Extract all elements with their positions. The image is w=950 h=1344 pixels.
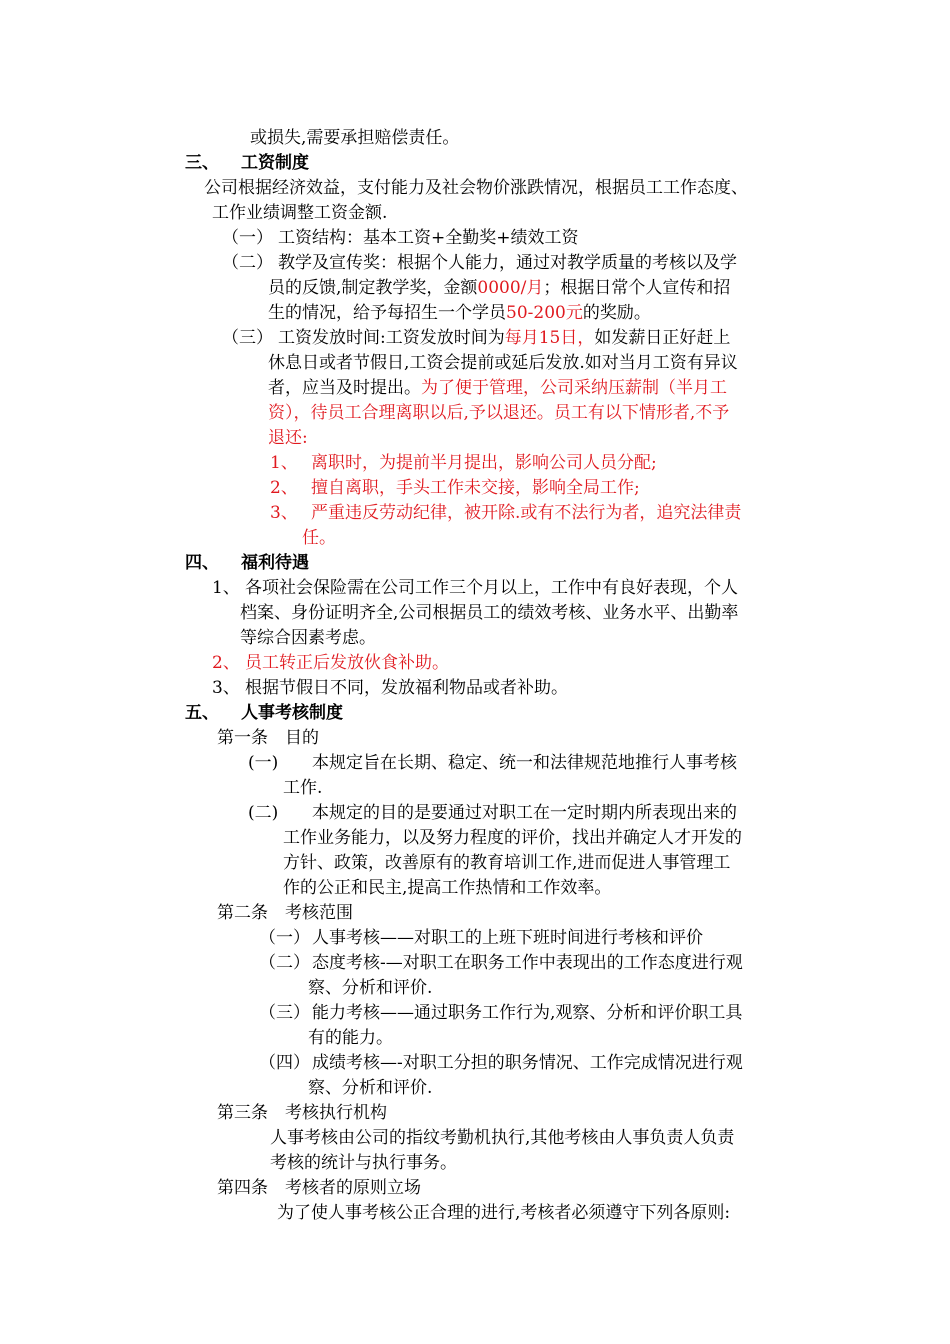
- item-number: （一）: [222, 228, 273, 248]
- paragraph-line: 资），待员工合理离职以后,予以退还。员工有以下情形者,不予: [268, 403, 730, 423]
- article-title: 第一条 目的: [217, 728, 319, 748]
- list-item-continued: 档案、身份证明齐全,公司根据员工的绩效考核、业务水平、出勤率: [240, 603, 739, 623]
- paragraph-line: 考核的统计与执行事务。: [270, 1153, 457, 1173]
- paragraph-line: 教学及宣传奖：根据个人能力，通过对教学质量的考核以及学: [278, 253, 737, 273]
- paragraph-line: 本规定的目的是要通过对职工在一定时期内所表现出来的: [312, 803, 737, 823]
- paragraph-line: 能力考核——通过职务工作行为,观察、分析和评价职工具: [312, 1003, 743, 1023]
- paragraph-line: 有的能力。: [308, 1028, 393, 1048]
- paragraph-line: 公司根据经济效益，支付能力及社会物价涨跌情况，根据员工工作态度、: [204, 178, 748, 198]
- paragraph-line: 本规定旨在长期、稳定、统一和法律规范地推行人事考核: [312, 753, 737, 773]
- paragraph-line: [278, 326, 730, 350]
- paragraph-line: 工作业务能力，以及努力程度的评价，找出并确定人才开发的: [283, 828, 742, 848]
- paragraph-line: 方针、政策，改善原有的教育培训工作,进而促进人事管理工: [283, 853, 731, 873]
- section-heading: 工资制度: [241, 153, 309, 173]
- paragraph-line: 工作.: [283, 778, 323, 798]
- text-run: 的奖励。: [582, 303, 651, 323]
- section-heading: 福利待遇: [241, 553, 309, 573]
- list-item-continued: 任。: [302, 528, 336, 548]
- text-run: 生的情况，给予每招生一个学员: [268, 303, 506, 323]
- list-item: 擅自离职，手头工作未交接，影响全局工作;: [311, 478, 640, 498]
- list-number: 2、: [212, 653, 240, 673]
- item-number: (二): [248, 803, 279, 823]
- text-run: ；根据日常个人宣传和招: [543, 278, 731, 298]
- paragraph-line: 察、分析和评价.: [308, 978, 433, 998]
- paragraph-line: 退还:: [268, 428, 308, 448]
- paragraph-line: 察、分析和评价.: [308, 1078, 433, 1098]
- list-item: 离职时，为提前半月提出，影响公司人员分配;: [311, 453, 657, 473]
- section-number: 五、: [185, 703, 219, 723]
- section-number: 三、: [185, 153, 219, 173]
- paragraph-line: 为了使人事考核公正合理的进行,考核者必须遵守下列各原则:: [277, 1203, 731, 1223]
- list-number: 1、: [270, 453, 298, 473]
- item-number: （一）: [259, 928, 310, 948]
- text-run: 者，应当及时提出。: [268, 378, 421, 398]
- list-item: 各项社会保险需在公司工作三个月以上，工作中有良好表现，个人: [245, 578, 738, 598]
- list-number: 1、: [212, 578, 240, 598]
- paragraph-line: 或损失,需要承担赔偿责任。: [250, 128, 460, 148]
- article-title: 第二条 考核范围: [217, 903, 353, 923]
- list-item: 根据节假日不同，发放福利物品或者补助。: [245, 678, 568, 698]
- list-item: 严重违反劳动纪律，被开除.或有不法行为者，追究法律责: [311, 503, 742, 523]
- item-number: （二）: [222, 253, 273, 273]
- paragraph-line: 作的公正和民主,提高工作热情和工作效率。: [283, 878, 612, 898]
- paragraph-line: 工作业绩调整工资金额.: [212, 203, 388, 223]
- list-item-continued: 等综合因素考虑。: [240, 628, 376, 648]
- list-number: 3、: [270, 503, 298, 523]
- section-heading: 人事考核制度: [241, 703, 343, 723]
- paragraph-line: [268, 276, 730, 300]
- list-number: 2、: [270, 478, 298, 498]
- highlight-text: 为了便于管理，公司采纳压薪制（半月工: [421, 378, 727, 398]
- list-item: 员工转正后发放伙食补助。: [245, 653, 449, 673]
- list-number: 3、: [212, 678, 240, 698]
- article-title: 第三条 考核执行机构: [217, 1103, 387, 1123]
- paragraph-line: 人事考核——对职工的上班下班时间进行考核和评价: [312, 928, 703, 948]
- text-run: 工资发放时间:工资发放时间为: [278, 328, 505, 348]
- paragraph-line: [268, 301, 651, 325]
- item-number: （二）: [259, 953, 310, 973]
- paragraph-line: 成绩考核—-对职工分担的职务情况、工作完成情况进行观: [312, 1053, 743, 1073]
- paragraph-line: 态度考核-—对职工在职务工作中表现出的工作态度进行观: [312, 953, 743, 973]
- article-title: 第四条 考核者的原则立场: [217, 1178, 421, 1198]
- highlight-amount: 0000/月: [477, 278, 544, 298]
- item-number: （三）: [222, 328, 273, 348]
- paragraph-line: [268, 376, 727, 400]
- text-run: 如发薪日正好赶上: [594, 328, 731, 348]
- item-number: （四）: [259, 1053, 310, 1073]
- paragraph-line: 工资结构：基本工资+全勤奖+绩效工资: [278, 228, 579, 248]
- paragraph-line: 人事考核由公司的指纹考勤机执行,其他考核由人事负责人负责: [270, 1128, 735, 1148]
- section-number: 四、: [185, 553, 219, 573]
- highlight-date: 每月15日，: [504, 328, 595, 348]
- item-number: （三）: [259, 1003, 310, 1023]
- paragraph-line: 休息日或者节假日,工资会提前或延后发放.如对当月工资有异议: [268, 353, 738, 373]
- highlight-amount: 50-200元: [506, 303, 583, 323]
- text-run: 员的反馈,制定教学奖，金额: [268, 278, 478, 298]
- item-number: (一): [248, 753, 279, 773]
